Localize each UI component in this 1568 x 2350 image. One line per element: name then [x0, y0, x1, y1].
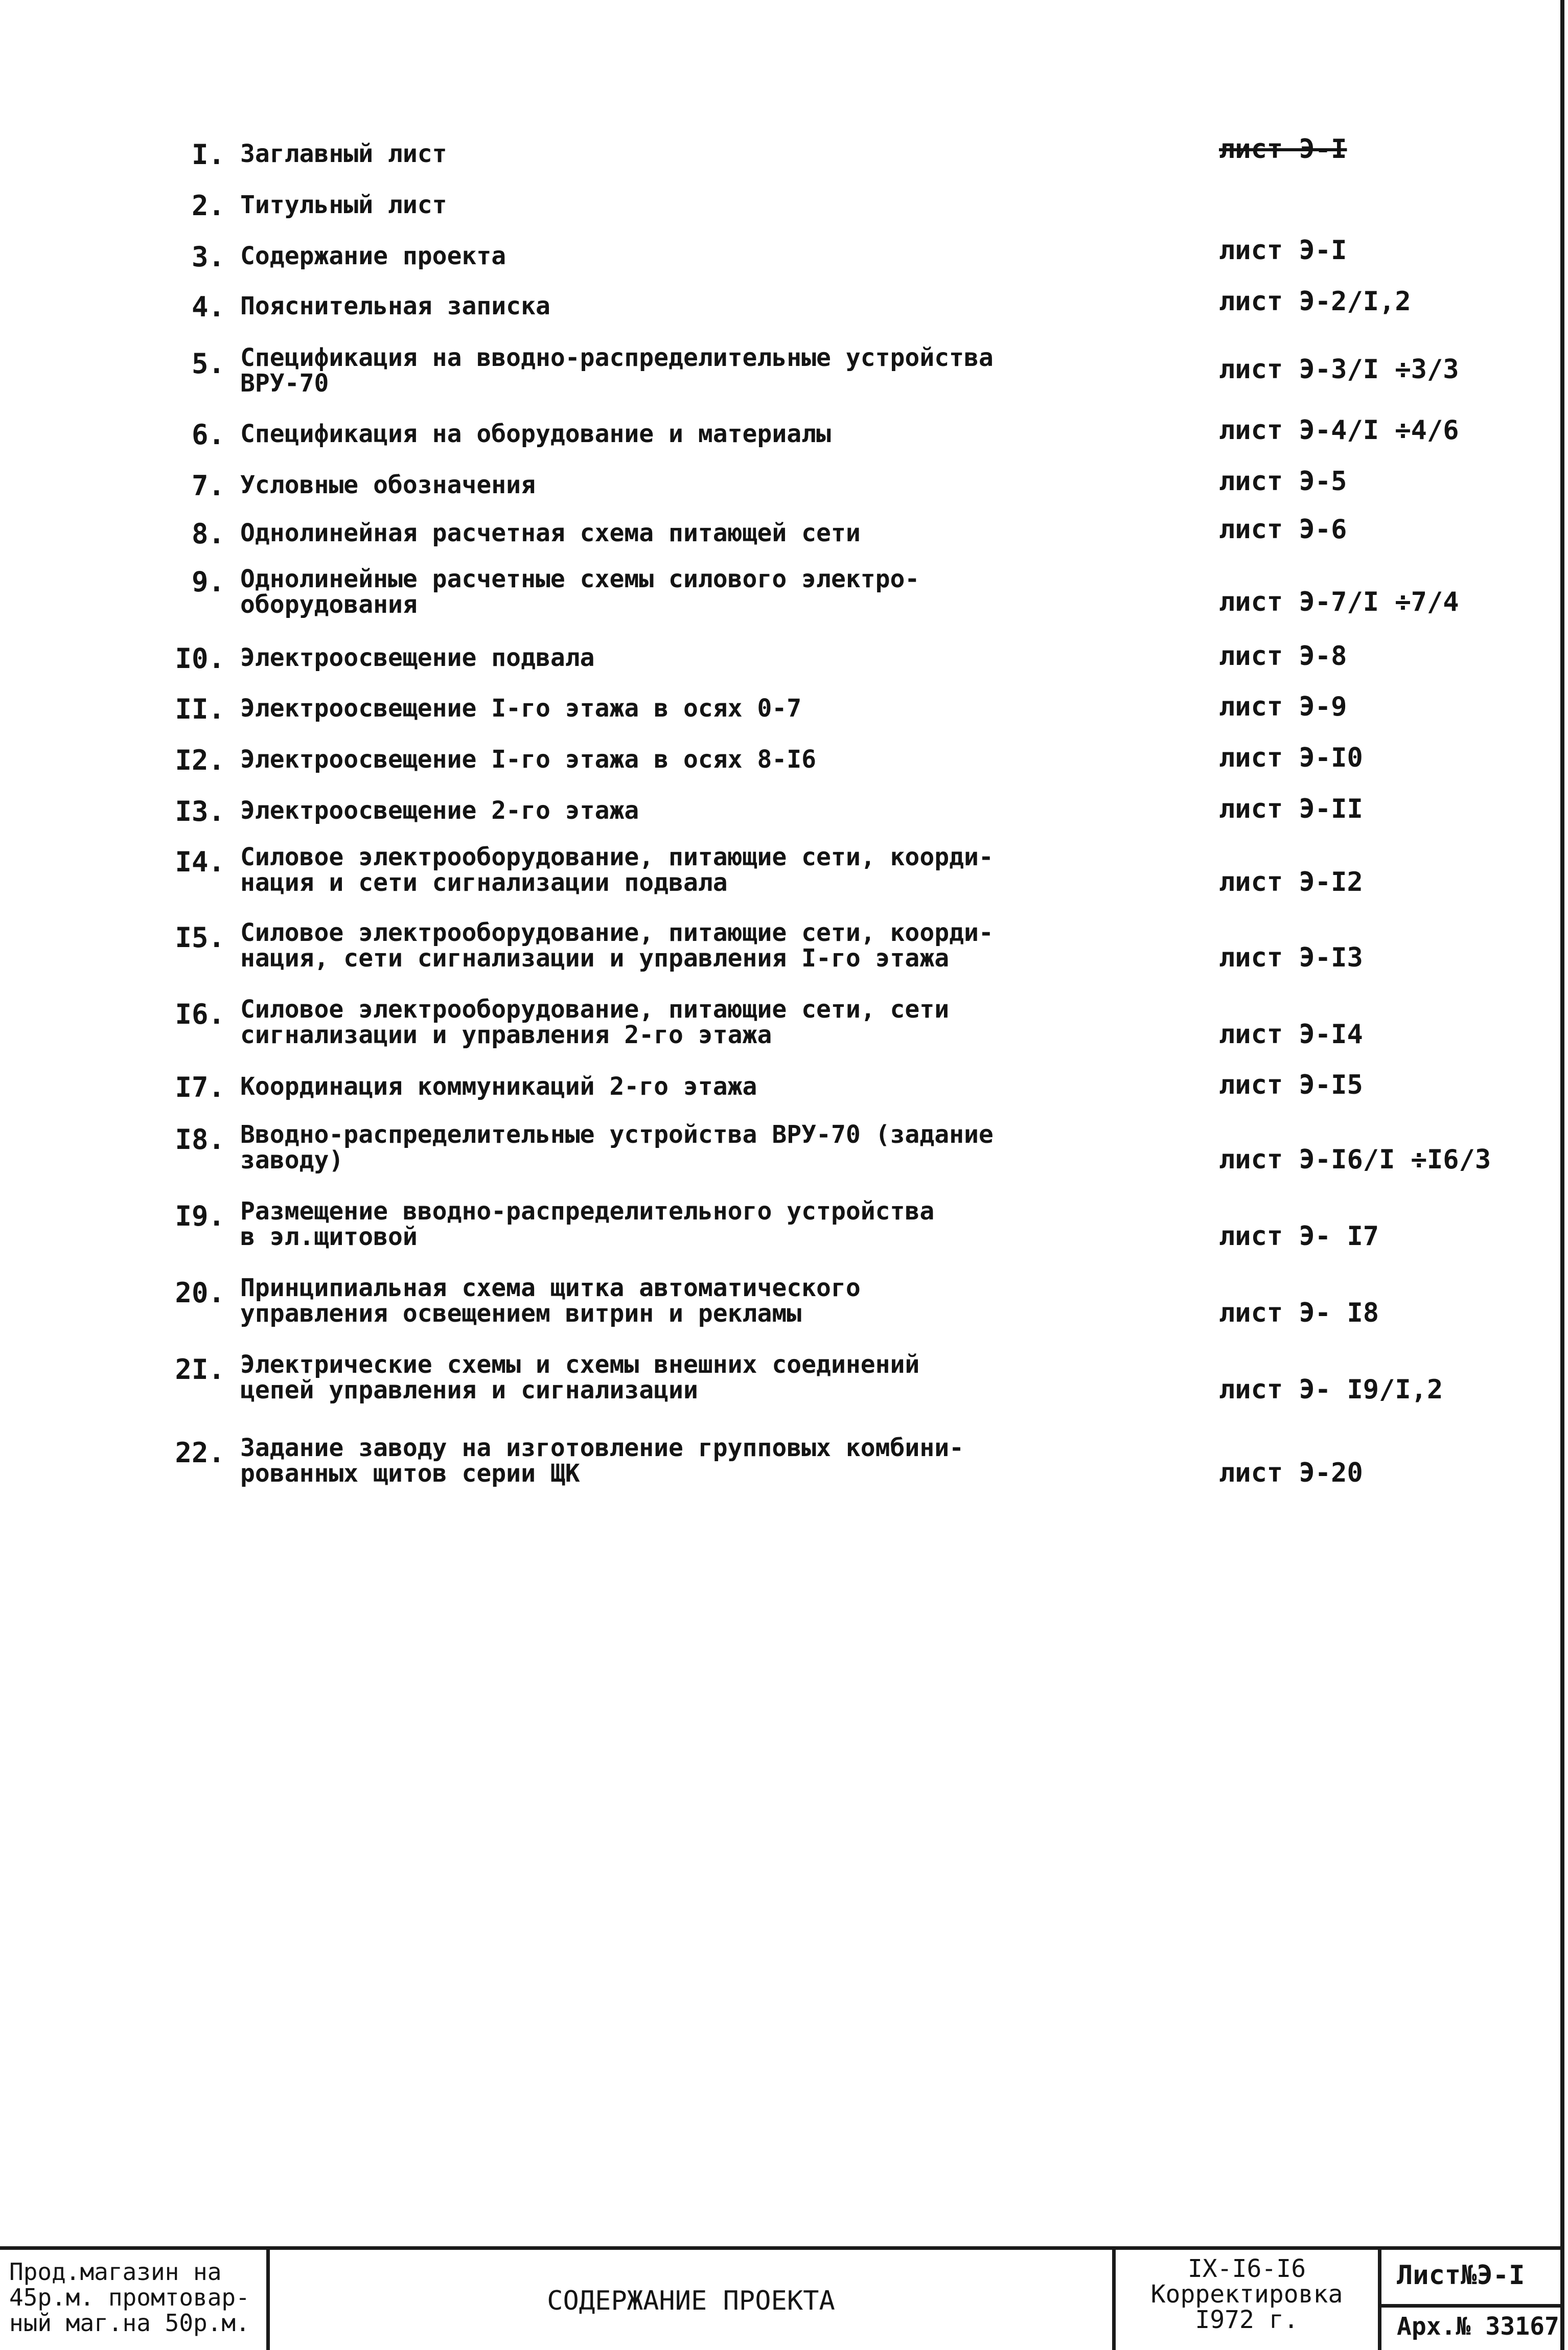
- item-title: Условные обозначения: [240, 471, 536, 499]
- project-code-cell: [1116, 2250, 1381, 2350]
- item-sheet-ref: лист Э-4/I ÷4/6: [1219, 415, 1459, 446]
- item-number: 5.: [191, 348, 225, 380]
- item-number: II.: [175, 693, 225, 725]
- item-title: Однолинейная расчетная схема питающей сети: [240, 519, 861, 547]
- item-number: 8.: [191, 518, 225, 550]
- item-title: Содержание проекта: [240, 242, 506, 270]
- item-sheet-ref: лист Э-II: [1219, 794, 1363, 824]
- item-sheet-ref: лист Э-I0: [1219, 743, 1363, 773]
- project-note-cell: [0, 2250, 270, 2350]
- document-title: СОДЕРЖАНИЕ ПРОЕКТА: [547, 2286, 835, 2316]
- item-sheet-ref: лист Э-I4: [1219, 1019, 1363, 1050]
- item-title: Спецификация на оборудование и материалы: [240, 420, 831, 448]
- item-number: I.: [191, 139, 225, 171]
- title-block: [0, 2246, 1560, 2350]
- item-sheet-ref: лист Э-I: [1219, 134, 1347, 165]
- sheet-cell: [1381, 2250, 1560, 2350]
- item-sheet-ref: лист Э-I: [1219, 235, 1347, 266]
- item-number: 9.: [191, 566, 225, 598]
- item-title: Размещение вводно-распределительного устройства в эл.щитовой: [240, 1197, 935, 1251]
- item-title: Заглавный лист: [240, 140, 447, 168]
- item-title: Электрические схемы и схемы внешних соединений цепей управления и сигнализации: [240, 1350, 920, 1404]
- item-sheet-ref: лист Э-6: [1219, 514, 1347, 545]
- item-title: Электроосвещение 2-го этажа: [240, 796, 639, 825]
- item-title: Принципиальная схема щитка автоматического управления освещением витрин и рекламы: [240, 1274, 861, 1328]
- item-title: Силовое электрооборудование, питающие сети, сети сигнализации и управления 2-го этажа: [240, 995, 950, 1049]
- item-title: Спецификация на вводно-распределительные устройства ВРУ-70: [240, 343, 994, 398]
- item-sheet-ref: лист Э- I9/I,2: [1219, 1374, 1443, 1405]
- item-title: Однолинейные расчетные схемы силового электро- оборудования: [240, 565, 920, 619]
- item-number: 22.: [175, 1437, 225, 1469]
- archive-label: Арх.№ 33167: [1397, 2312, 1559, 2341]
- item-sheet-ref: лист Э-7/I ÷7/4: [1219, 587, 1459, 617]
- item-sheet-ref: лист Э-I6/I ÷I6/3: [1219, 1144, 1491, 1175]
- item-number: 2I.: [175, 1353, 225, 1386]
- project-note: Прод.магазин на 45р.м. промтовар- ный маг.на 50р.м.: [9, 2258, 250, 2337]
- item-number: 3.: [191, 241, 225, 273]
- item-number: I4.: [175, 846, 225, 878]
- item-sheet-ref: лист Э-I5: [1219, 1070, 1363, 1100]
- item-number: 20.: [175, 1277, 225, 1309]
- item-sheet-ref: лист Э-2/I,2: [1219, 286, 1411, 317]
- item-number: I3.: [175, 795, 225, 827]
- item-sheet-ref: лист Э-3/I ÷3/3: [1219, 354, 1459, 385]
- document-title-cell: [270, 2250, 1116, 2350]
- item-title: Силовое электрооборудование, питающие сети, коорди- нация, сети сигнализации и управления I-го этажа: [240, 918, 994, 973]
- item-title: Вводно-распределительные устройства ВРУ-70 (задание заводу): [240, 1120, 994, 1174]
- project-code: IX-I6-I6 Корректировка I972 г.: [1150, 2254, 1343, 2334]
- item-sheet-ref: лист Э-5: [1219, 466, 1347, 497]
- item-number: I2.: [175, 744, 225, 776]
- item-sheet-ref: лист Э- I7: [1219, 1221, 1379, 1252]
- sheet-label: Лист№Э-I: [1397, 2260, 1525, 2291]
- item-sheet-ref: лист Э-20: [1219, 1458, 1363, 1488]
- item-number: 2.: [191, 190, 225, 222]
- item-title: Титульный лист: [240, 191, 447, 219]
- item-title: Электроосвещение I-го этажа в осях 8-I6: [240, 745, 817, 774]
- item-number: I9.: [175, 1200, 225, 1232]
- item-sheet-ref: лист Э-8: [1219, 641, 1347, 672]
- item-sheet-ref: лист Э-9: [1219, 692, 1347, 722]
- item-title: Силовое электрооборудование, питающие сети, коорди- нация и сети сигнализации подвала: [240, 843, 994, 897]
- item-title: Электроосвещение подвала: [240, 643, 595, 672]
- item-number: I7.: [175, 1071, 225, 1103]
- item-title: Пояснительная записка: [240, 292, 550, 320]
- item-title: Электроосвещение I-го этажа в осях 0-7: [240, 694, 802, 723]
- sheet-divider: [1381, 2304, 1560, 2308]
- item-sheet-ref: лист Э- I8: [1219, 1298, 1379, 1328]
- item-title: Координация коммуникаций 2-го этажа: [240, 1072, 757, 1101]
- item-number: I8.: [175, 1123, 225, 1156]
- item-number: I5.: [175, 921, 225, 954]
- item-title: Задание заводу на изготовление групповых комбини- рованных щитов серии ЩК: [240, 1434, 964, 1488]
- item-number: I6.: [175, 998, 225, 1030]
- item-number: I0.: [175, 642, 225, 675]
- item-number: 4.: [191, 291, 225, 323]
- item-sheet-ref: лист Э-I2: [1219, 867, 1363, 897]
- item-number: 7.: [191, 470, 225, 502]
- item-sheet-ref: лист Э-I3: [1219, 942, 1363, 973]
- item-number: 6.: [191, 419, 225, 451]
